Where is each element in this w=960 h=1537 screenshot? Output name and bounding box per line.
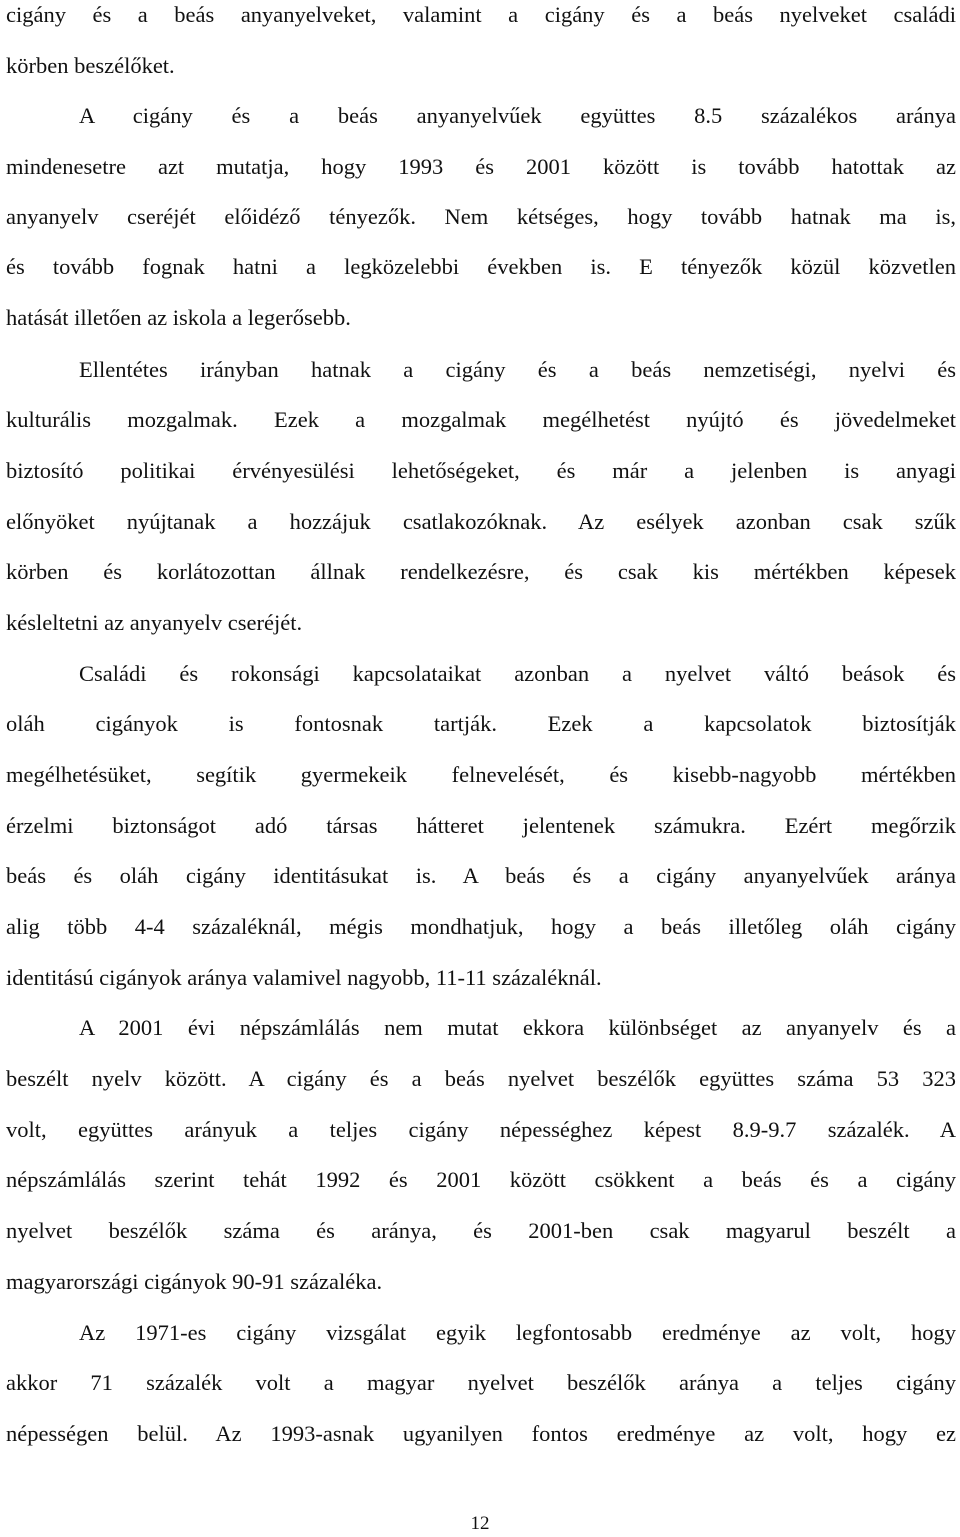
text-line: beszélt nyelv között. A cigány és a beás nyelvet beszélők együttes száma 53 323 bbox=[6, 1066, 956, 1091]
text-line: anyanyelv cseréjét előidéző tényezők. Nem kétséges, hogy tovább hatnak ma is, bbox=[6, 204, 956, 229]
text-line: volt, együttes arányuk a teljes cigány népességhez képest 8.9-9.7 százalék. A bbox=[6, 1117, 956, 1142]
text-line: Az 1971-es cigány vizsgálat egyik legfontosabb eredménye az volt, hogy bbox=[79, 1320, 956, 1345]
text-line: beás és oláh cigány identitásukat is. A beás és a cigány anyanyelvűek aránya bbox=[6, 863, 956, 888]
text-line: oláh cigányok is fontosnak tartják. Ezek a kapcsolatok biztosítják bbox=[6, 711, 956, 736]
text-line: mindenesetre azt mutatja, hogy 1993 és 2001 között is tovább hatottak az bbox=[6, 154, 956, 179]
text-line: előnyöket nyújtanak a hozzájuk csatlakozóknak. Az esélyek azonban csak szűk bbox=[6, 509, 956, 534]
text-line: biztosító politikai érvényesülési lehetőségeket, és már a jelenben is anyagi bbox=[6, 458, 956, 483]
text-line: Családi és rokonsági kapcsolataikat azonban a nyelvet váltó beások és bbox=[79, 661, 956, 686]
text-line: megélhetésüket, segítik gyermekeik felnevelését, és kisebb-nagyobb mértékben bbox=[6, 762, 956, 787]
text-line: népességen belül. Az 1993-asnak ugyanilyen fontos eredménye az volt, hogy ez bbox=[6, 1421, 956, 1446]
text-line: A 2001 évi népszámlálás nem mutat ekkora különbséget az anyanyelv és a bbox=[79, 1015, 956, 1040]
text-line: nyelvet beszélők száma és aránya, és 2001-ben csak magyarul beszélt a bbox=[6, 1218, 956, 1243]
text-line: késleltetni az anyanyelv cseréjét. bbox=[6, 610, 303, 635]
text-line: magyarországi cigányok 90-91 százaléka. bbox=[6, 1269, 383, 1294]
text-line: cigány és a beás anyanyelveket, valamint a cigány és a beás nyelveket családi bbox=[6, 2, 956, 27]
text-line: akkor 71 százalék volt a magyar nyelvet beszélők aránya a teljes cigány bbox=[6, 1370, 956, 1395]
text-line: népszámlálás szerint tehát 1992 és 2001 között csökkent a beás és a cigány bbox=[6, 1167, 956, 1192]
text-line: alig több 4-4 százaléknál, mégis mondhatjuk, hogy a beás illetőleg oláh cigány bbox=[6, 914, 956, 939]
text-line: érzelmi biztonságot adó társas hátteret jelentenek számukra. Ezért megőrzik bbox=[6, 813, 956, 838]
text-line: A cigány és a beás anyanyelvűek együttes 8.5 százalékos aránya bbox=[79, 103, 956, 128]
text-line: körben beszélőket. bbox=[6, 53, 175, 78]
text-line: és tovább fognak hatni a legközelebbi években is. E tényezők közül közvetlen bbox=[6, 254, 956, 279]
text-line: hatását illetően az iskola a legerősebb. bbox=[6, 305, 351, 330]
text-line: körben és korlátozottan állnak rendelkezésre, és csak kis mértékben képesek bbox=[6, 559, 956, 584]
page-number: 12 bbox=[470, 1513, 490, 1534]
text-line: Ellentétes irányban hatnak a cigány és a beás nemzetiségi, nyelvi és bbox=[79, 357, 956, 382]
text-line: kulturális mozgalmak. Ezek a mozgalmak megélhetést nyújtó és jövedelmeket bbox=[6, 407, 956, 432]
text-line: identitású cigányok aránya valamivel nagyobb, 11-11 százaléknál. bbox=[6, 965, 602, 990]
